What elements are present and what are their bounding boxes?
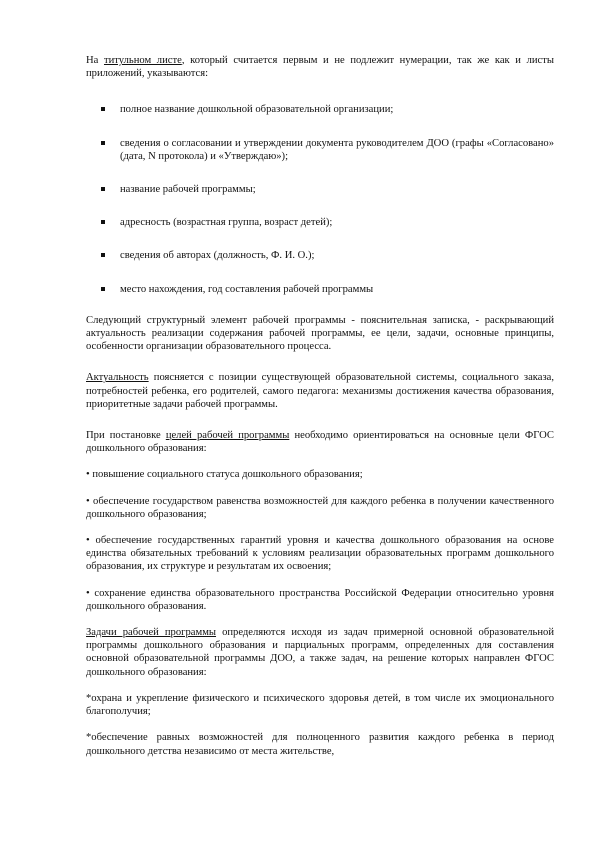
actuality-paragraph bbox=[86, 371, 554, 411]
list-item: полное название дошкольной образовательной организации; bbox=[86, 103, 554, 116]
bullet-icon bbox=[101, 287, 105, 291]
list-item: сведения об авторах (должность, Ф. И. О.); bbox=[86, 249, 554, 262]
bullet-icon bbox=[101, 253, 105, 257]
bullet-icon bbox=[101, 107, 105, 111]
goals-term: целей рабочей программы bbox=[165, 430, 290, 442]
task-item: *охрана и укрепление физического и психического здоровья детей, в том числе их эмоционального благополучия; bbox=[86, 692, 554, 718]
actuality-term: Актуальность bbox=[86, 372, 149, 384]
title-page-paragraph bbox=[86, 54, 554, 80]
goal-item: • обеспечение государством равенства возможностей для каждого ребенка в получении качественного дошкольного образования; bbox=[86, 495, 554, 520]
bullet-icon bbox=[101, 220, 105, 224]
title-page-term: титульном листе bbox=[103, 55, 182, 66]
goal-item: • повышение социального статуса дошкольного образования; bbox=[86, 469, 363, 481]
goal-item: • сохранение единства образовательного пространства Российской Федерации относительно уровня дошкольного образования. bbox=[86, 587, 554, 612]
structure-paragraph: Следующий структурный элемент рабочей программы - пояснительная записка, - раскрывающий актуальность реализации содержания рабочей программы, ее цели, задачи, основные принципы, особенности организации образовательного процесса. bbox=[86, 314, 554, 353]
document-page bbox=[86, 54, 554, 758]
title-page-text-start: На bbox=[86, 55, 104, 66]
goal-item: • обеспечение государственных гарантий уровня и качества дошкольного образования на основе единства обязательных требований к условиям реализации образовательных программ дошкольного образования, их структуре и результатам их освоения; bbox=[86, 535, 554, 573]
list-item: сведения о согласовании и утверждении документа руководителем ДОО (графы «Согласовано» (дата, N протокола) и «Утверждаю»); bbox=[86, 137, 554, 163]
list-item: адресность (возрастная группа, возраст детей); bbox=[86, 216, 554, 229]
actuality-text: поясняется с позиции существующей образовательной системы, социального заказа, потребностей ребенка, его родителей, самого педагога: механизмы достижения качества образования, приоритетные задачи рабочей программы. bbox=[86, 372, 554, 410]
goals-intro-paragraph: При постановке целей рабочей программы необходимо ориентироваться на основные цели ФГОС дошкольного образования: bbox=[86, 430, 554, 455]
list-item: место нахождения, год составления рабочей программы bbox=[86, 283, 554, 296]
tasks-intro-paragraph: Задачи рабочей программы определяются исходя из задач примерной основной образовательной программы дошкольного образования и парциальных программ, определенных для составления основной образовательной программы ДОО, а также задач, на решение которых направлен ФГОС дошкольного образования: bbox=[86, 627, 554, 678]
title-page-items-list bbox=[86, 103, 554, 295]
bullet-icon bbox=[101, 141, 105, 145]
bullet-icon bbox=[101, 187, 105, 191]
task-item: *обеспечение равных возможностей для полноценного развития каждого ребенка в период дошкольного детства независимо от места жительстве, bbox=[86, 732, 554, 757]
list-item: название рабочей программы; bbox=[86, 183, 554, 196]
title-page-text-end: , который считается первым и не подлежит нумерации, так же как и листы приложений, указываются: bbox=[86, 55, 555, 80]
tasks-term: Задачи рабочей программы bbox=[86, 627, 217, 639]
